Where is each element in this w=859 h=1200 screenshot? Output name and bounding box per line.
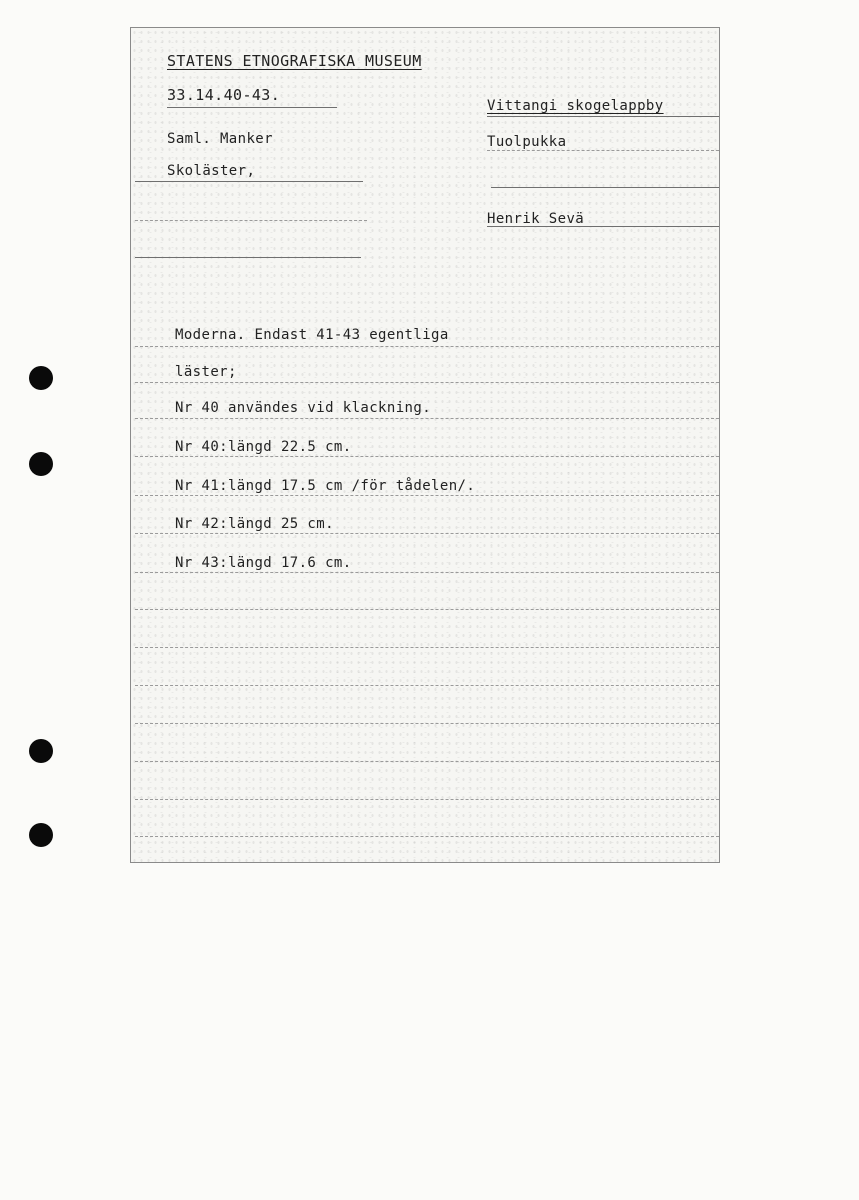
catalog-card xyxy=(130,27,720,863)
collection-label: Saml. Manker xyxy=(167,131,273,147)
object-name: Skoläster, xyxy=(167,163,256,179)
blank-rule xyxy=(491,187,719,188)
person-name: Henrik Sevä xyxy=(487,211,585,227)
object-name-rule xyxy=(135,181,363,182)
note-line: Nr 41:längd 17.5 cm /för tådelen/. xyxy=(175,478,476,494)
note-line: läster; xyxy=(175,364,237,380)
museum-name: STATENS ETNOGRAFISKA MUSEUM xyxy=(167,52,422,70)
note-rule xyxy=(135,418,719,419)
note-rule xyxy=(135,533,719,534)
blank-rule xyxy=(135,257,361,258)
blank-rule xyxy=(135,685,719,686)
blank-rule xyxy=(135,220,367,221)
blank-rule xyxy=(135,647,719,648)
blank-rule xyxy=(135,761,719,762)
locality-name: Vittangi skogelappby xyxy=(487,98,664,114)
locality-rule xyxy=(487,116,719,117)
note-rule xyxy=(135,456,719,457)
punch-hole xyxy=(29,452,53,476)
catalog-number: 33.14.40-43. xyxy=(167,86,281,104)
note-rule xyxy=(135,346,719,347)
punch-hole xyxy=(29,739,53,763)
blank-rule xyxy=(135,609,719,610)
note-rule xyxy=(135,382,719,383)
punch-hole xyxy=(29,366,53,390)
note-line: Nr 43:längd 17.6 cm. xyxy=(175,555,352,571)
place-name: Tuolpukka xyxy=(487,134,567,150)
blank-rule xyxy=(135,836,719,837)
person-rule xyxy=(487,226,719,227)
note-line: Nr 42:längd 25 cm. xyxy=(175,516,334,532)
note-line: Moderna. Endast 41-43 egentliga xyxy=(175,327,449,343)
catalog-number-rule xyxy=(167,107,337,108)
note-rule xyxy=(135,572,719,573)
note-rule xyxy=(135,495,719,496)
blank-rule xyxy=(135,799,719,800)
blank-rule xyxy=(135,723,719,724)
place-rule xyxy=(487,150,719,151)
punch-hole xyxy=(29,823,53,847)
note-line: Nr 40:längd 22.5 cm. xyxy=(175,439,352,455)
note-line: Nr 40 användes vid klackning. xyxy=(175,400,432,416)
